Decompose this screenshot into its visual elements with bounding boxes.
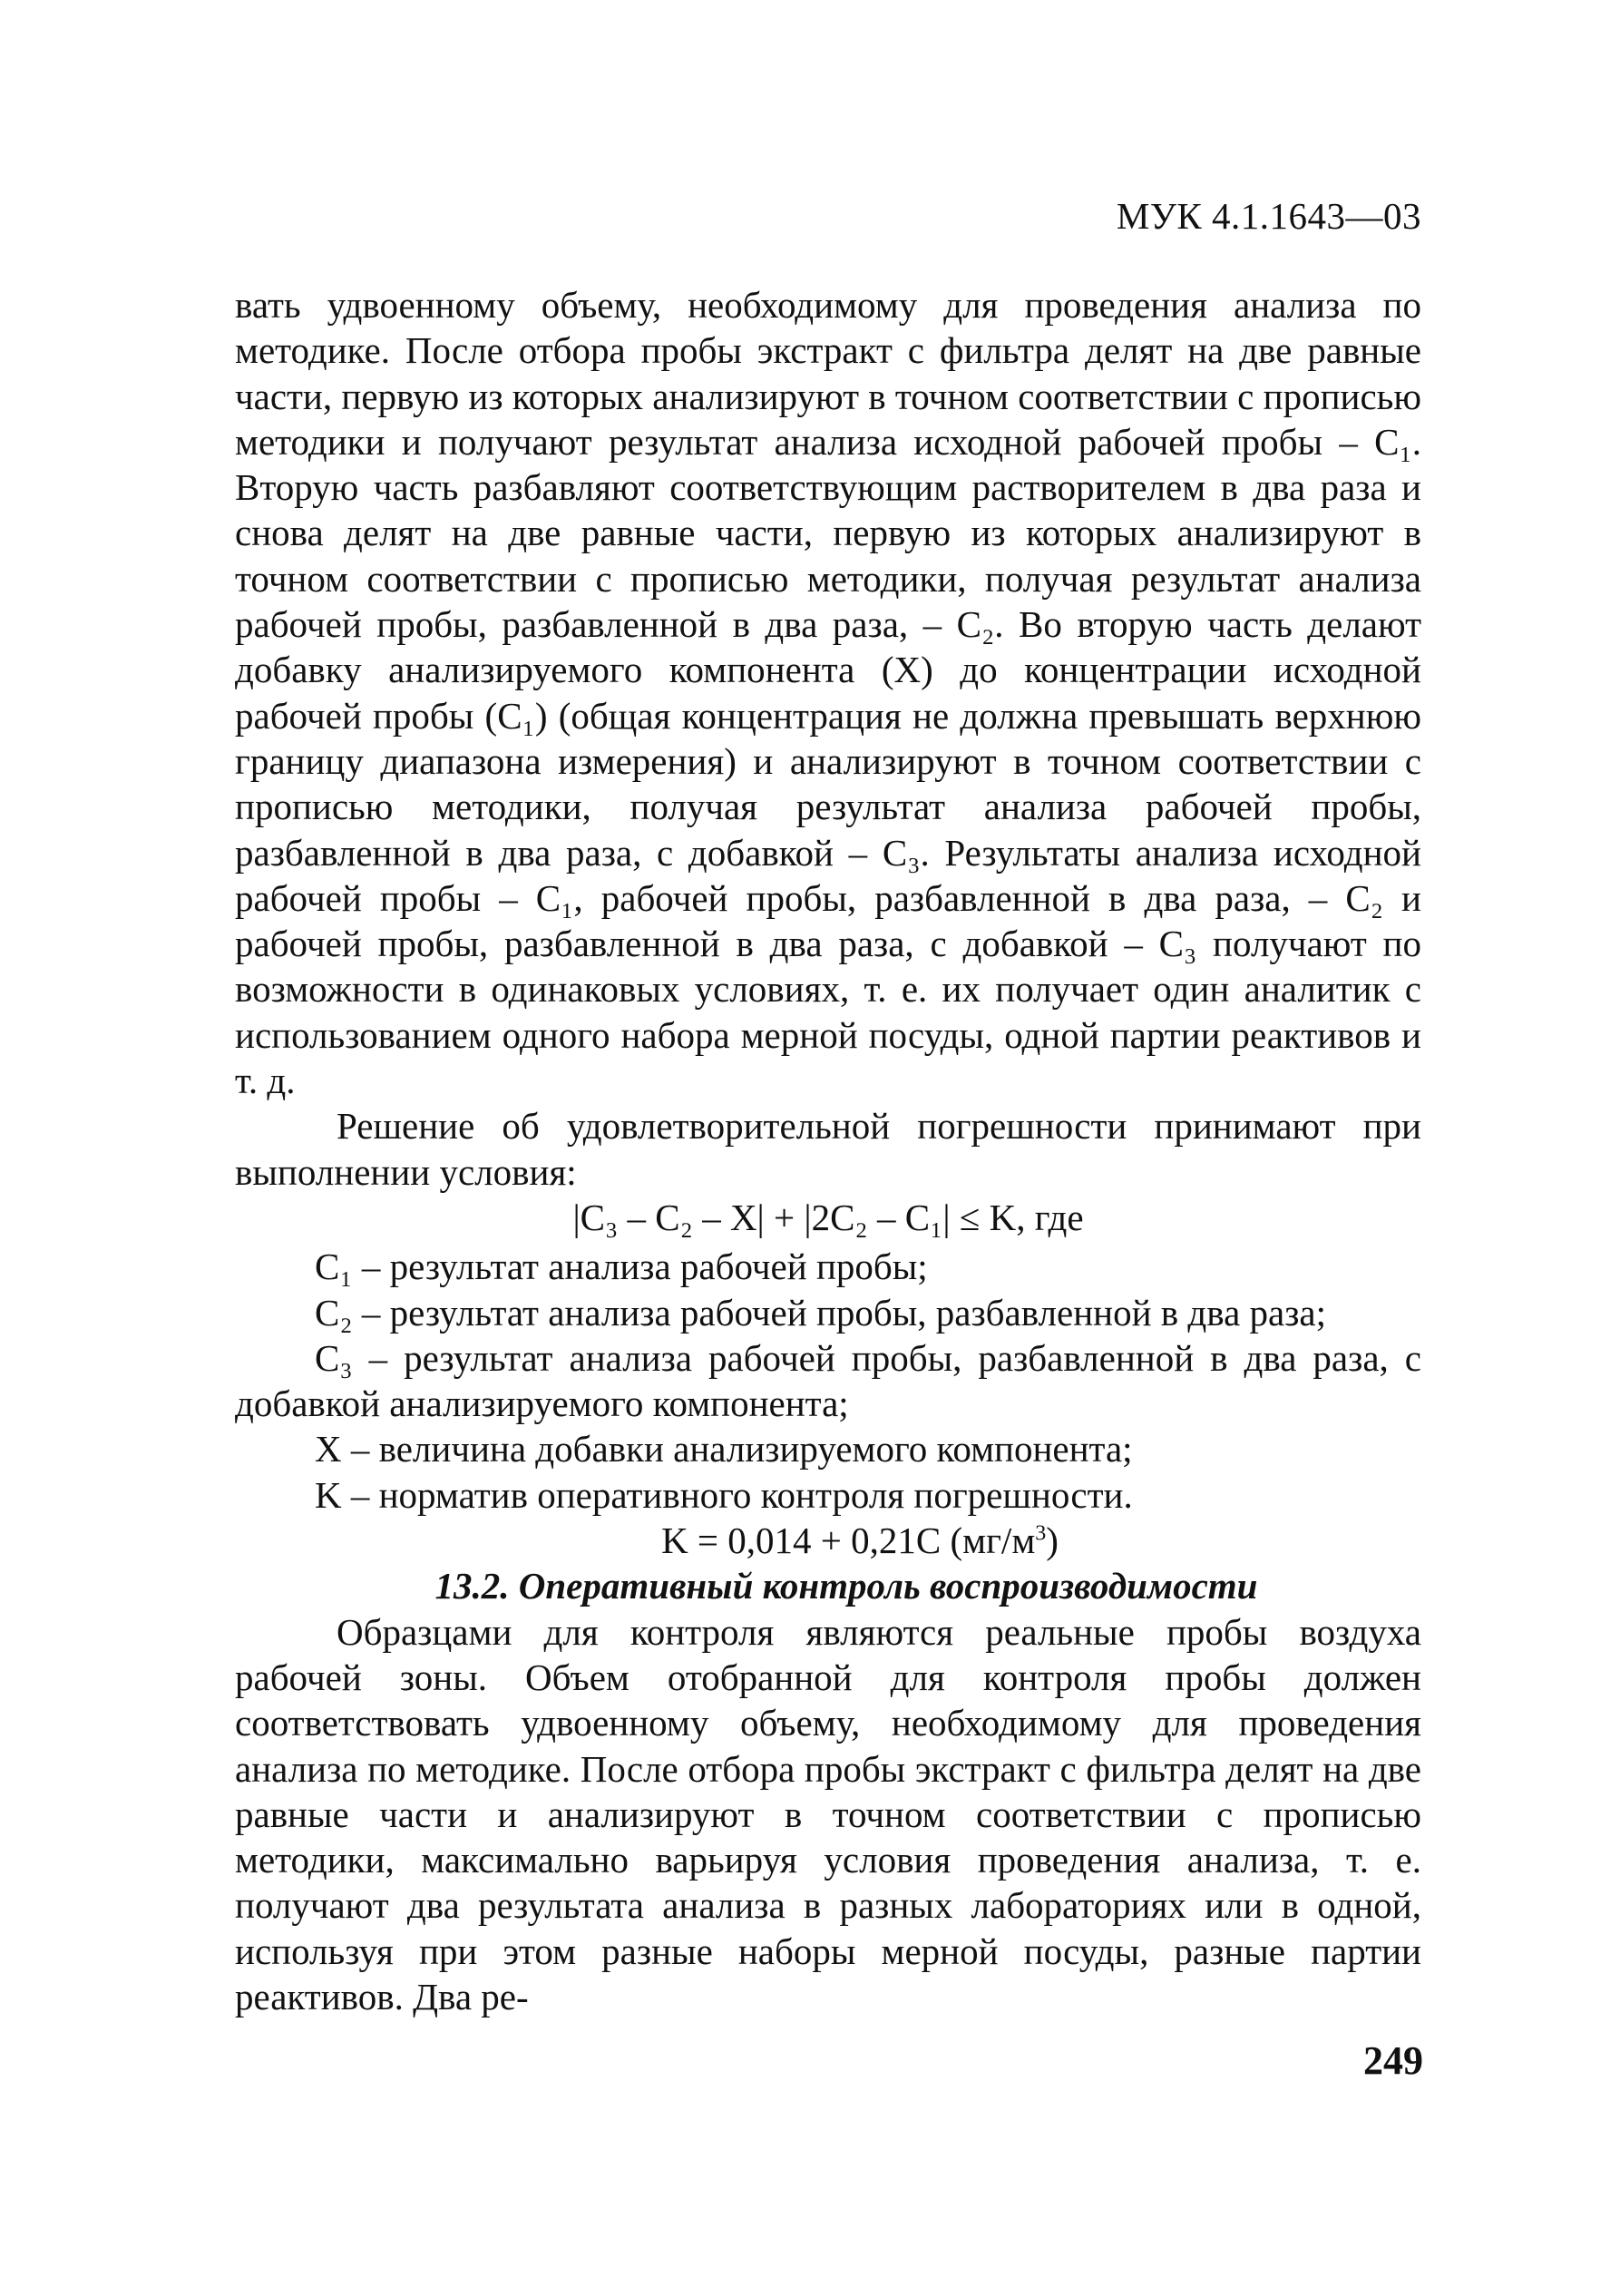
formula-k-norm-text: K = 0,014 + 0,21C (мг/м [661,1519,1036,1562]
paragraph-continuation: вать удвоенному объему, необходимому для проведения анализа по методике. После отбора пробы экстракт с фильтра делят на две равные части, первую из которых анализируют в точном соответствии с прописью методики и получают результат анализа исходной рабочей пробы – C₁. Вторую часть разбавляют соответствующим растворителем в два раза и снова делят на две равные части, первую из которых анализируют в точном соответствии с прописью методики, получая результат анализа рабочей пробы, разбавленной в два раза, – C₂. Во вторую часть делают добавку анализируемого компонента (X) до концентрации исходной рабочей пробы (C₁) (общая концентрация не должна превышать верхнюю границу диапазона измерения) и анализируют в точном соответствии с прописью методики, получая результат анализа рабочей пробы, разбавленной в два раза, с добавкой – C₃. Результаты анализа исходной рабочей пробы – C₁, рабочей пробы, разбавленной в два раза, – C₂ и рабочей пробы, разбавленной в два раза, с добавкой – C₃ получают по возможности в одинаковых условиях, т. е. их получает один аналитик с использованием одного набора мерной посуды, одной партии реактивов и т. д. [235,284,1421,1102]
definition-c2: C₂ – результат анализа рабочей пробы, разбавленной в два раза; [315,1291,1327,1334]
formula-condition: |C₃ – C₂ – X| + |2C₂ – C₁| ≤ K, где [572,1196,1084,1238]
formula-k-norm-exponent: 3 [1035,1521,1047,1546]
section-paragraph: Образцами для контроля являются реальные пробы воздуха рабочей зоны. Объем отобранной для контроля пробы должен соответствовать удвоенному объему, необходимому для проведения анализа по методике. После отбора пробы экстракт с фильтра делят на две равные части и анализируют в точном соответствии с прописью методики, максимально варьируя условия проведения анализа, т. е. получают два результата анализа в разных лабораториях или в одной, используя при этом разные наборы мерной посуды, разные партии реактивов. Два ре- [235,1610,1421,2018]
formula-k-norm-close: ) [1046,1519,1059,1562]
body-text [235,282,1421,2019]
section-title: 13.2. Оперативный контроль воспроизводимости [434,1565,1258,1607]
paragraph-condition: Решение об удовлетворительной погрешности принимают при выполнении условия: [235,1105,1421,1193]
definition-c3: C₃ – результат анализа рабочей пробы, разбавленной в два раза, с добавкой анализируемого компонента; [235,1336,1421,1425]
document-code-header: МУК 4.1.1643—03 [1116,195,1421,237]
definition-x: X – величина добавки анализируемого компонента; [315,1428,1133,1470]
formula-k-norm [235,1518,1421,1563]
definition-c1: C₁ – результат анализа рабочей пробы; [315,1246,928,1288]
page-number: 249 [1363,2038,1423,2083]
definition-k: K – норматив оперативного контроля погрешности. [315,1473,1133,1516]
